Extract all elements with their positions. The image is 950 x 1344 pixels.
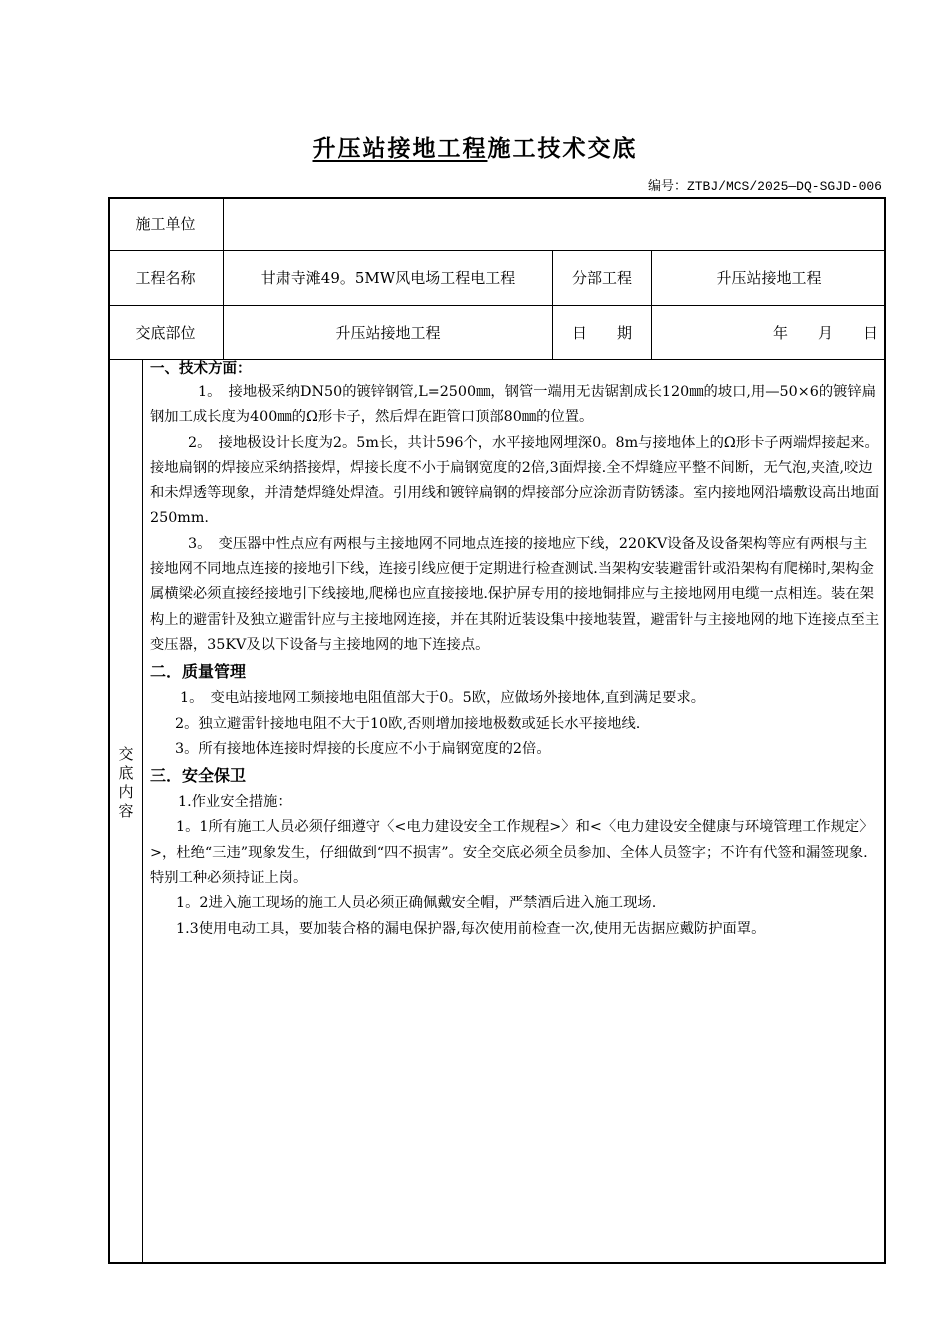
tech-heading: 一、技术方面： — [150, 361, 252, 377]
date-value: 年 月 日 — [772, 323, 878, 342]
quality-paragraph-2: 2。独立避雷针接地电阻不大于10欧,否则增加接地极数或延长水平接地线. — [175, 715, 641, 732]
safety-heading: 三．安全保卫 — [150, 766, 247, 786]
quality-paragraph-3: 3。所有接地体连接时焊接的长度应不小于扁钢宽度的2倍。 — [175, 740, 551, 757]
safety-paragraph-2: 1。1所有施工人员必须仔细遵守〈<电力建设安全工作规程>〉和<〈电力建设安全健康与环境管理工作规定〉>，杜绝“三违”现象发生，仔细做到“四不损害”。安全交底必须全员参加、全体人员签字；不许有代签和漏签现象.特别工种必须持证上岗。 — [150, 819, 874, 887]
content-label-char: 底 — [118, 764, 134, 782]
tech-paragraph-3: 3。 变压器中性点应有两根与主接地网不同地点连接的接地应下线，220KV设备及设备架构等应有两根与主接地网不同地点连接的接地引下线，连接引线应便于定期进行检查测试.当架构安装避雷针或沿架构有爬梯时,架构金属横梁必须直接经接地引下线接地,爬梯也应直接接地.保护屏专用的接地铜排应与主接地网用电缆一点相连。装在架构上的避雷针及独立避雷针应与主接地网连接，并在其附近装设集中接地装置，避雷针与主接地网的地下连接点至主变压器，35KV及以下设备与主接地网的地下连接点。 — [150, 535, 880, 653]
column-divider — [142, 359, 143, 1264]
content-label-char: 容 — [118, 802, 134, 820]
safety-paragraph-1: 1.作业安全措施： — [178, 794, 292, 811]
disclosure-part-label: 交底部位 — [135, 323, 196, 342]
disclosure-content — [150, 358, 880, 942]
construction-unit-value — [224, 197, 886, 250]
safety-paragraph-3: 1。2进入施工现场的施工人员必须正确佩戴安全帽，严禁酒后进入施工现场. — [176, 895, 657, 912]
subproject-label: 分部工程 — [571, 269, 632, 287]
quality-heading: 二．质量管理 — [150, 662, 247, 682]
content-label — [110, 745, 142, 821]
project-name-label: 工程名称 — [135, 269, 196, 287]
tech-paragraph-1: 1。 接地极采纳DN50的镀锌钢管,L=2500㎜，钢管一端用无齿锯割成长120㎜的坡口,用—50×6的镀锌扁钢加工成长度为400㎜的Ω形卡子，然后焊在距管口顶部80㎜的位置。 — [150, 384, 877, 426]
date-label: 日 期 — [571, 323, 632, 342]
subproject-value: 升压站接地工程 — [716, 269, 822, 287]
document-title — [0, 130, 950, 163]
disclosure-part-value: 升压站接地工程 — [335, 323, 441, 342]
quality-paragraph-1: 1。 变电站接地网工频接地电阻值部大于0。5欧，应做场外接地体,直到满足要求。 — [180, 690, 706, 707]
tech-paragraph-2: 2。 接地极设计长度为2。5m长，共计596个，水平接地网埋深0。8m与接地体上的Ω形卡子两端焊接起来。接地扁钢的焊接应采纳搭接焊，焊接长度不小于扁钢宽度的2倍,3面焊接.全不焊缝应平整不间断，无气泡,夹渣,咬边和未焊透等现象，并清楚焊缝处焊渣。引用线和镀锌扁钢的焊接部分应涂沥青防锈漆。室内接地网沿墙敷设高出地面250mm. — [150, 434, 880, 527]
title-rest: 施工技术交底 — [487, 136, 638, 162]
safety-paragraph-4: 1.3使用电动工具，要加装合格的漏电保护器,每次使用前检查一次,使用无齿据应戴防护面罩。 — [176, 920, 766, 937]
construction-unit-label: 施工单位 — [135, 215, 196, 233]
project-name-value: 甘肃寺滩49。5MW风电场工程电工程 — [260, 269, 516, 287]
content-label-char: 内 — [118, 783, 134, 801]
title-underlined: 升压站接地工程 — [312, 136, 488, 162]
content-label-char: 交 — [118, 745, 134, 763]
document-number: 编号：ZTBJ/MCS/2025—DQ-SGJD-006 — [647, 179, 882, 194]
